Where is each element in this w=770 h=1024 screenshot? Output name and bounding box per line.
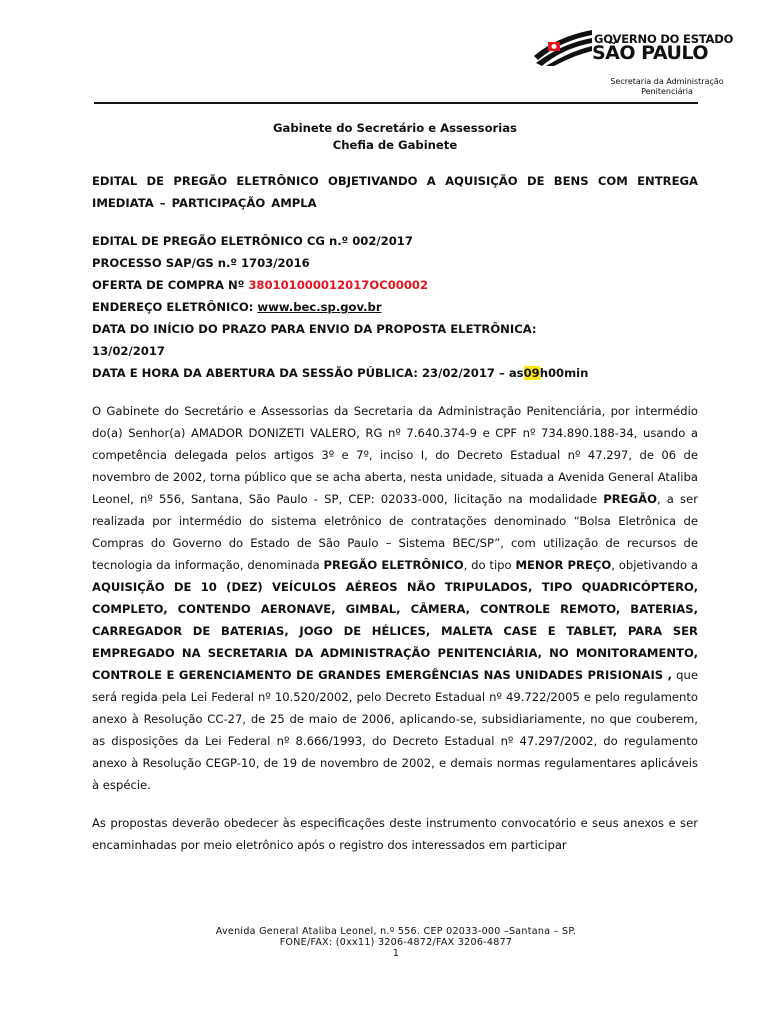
paragraph-main-bold-1: PREGÃO	[603, 492, 657, 506]
paragraph-main-text-3: , do tipo	[463, 558, 512, 572]
abertura-label: DATA E HORA DA ABERTURA DA SESSÃO PÚBLICA:	[92, 366, 418, 380]
paragraph-main-text-5: que será regida pela Lei Federal nº 10.520/2002, pelo Decreto Estadual nº 49.722/2005 e pelo regulamento anexo à Resolução CC-27, de 25 de maio de 2006, aplicando-se, subsidiariamente, no que couberem, as disposições da Lei Federal nº 8.666/1993, do Decreto Estadual nº 47.297/2002, do regulamento anexo à Resolução CEGP-10, de 19 de novembro de 2002, e demais normas regulamentares aplicáveis à espécie.	[92, 668, 698, 792]
heading-gabinete: Gabinete do Secretário e Assessorias	[273, 121, 517, 135]
abertura-hour-highlight: 09	[523, 366, 540, 380]
logo-text-governo: GOVERNO DO ESTADO	[594, 32, 734, 46]
logo-text-sao-paulo: SÃO PAULO	[592, 42, 708, 64]
edital-info-block	[92, 230, 698, 384]
footer-phone: FONE/FAX: (0xx11) 3206-4872/FAX 3206-4877	[279, 937, 513, 948]
edital-title: EDITAL DE PREGÃO ELETRÔNICO OBJETIVANDO A AQUISIÇÃO DE BENS COM ENTREGA IMEDIATA – PARTICIPAÇÃO AMPLA	[92, 174, 698, 210]
logo-text-secretaria: Secretaria da Administração Penitenciária	[610, 77, 724, 96]
paragraph-main	[92, 400, 698, 796]
government-logo	[532, 18, 736, 100]
paragraph-main-bold-2: PREGÃO ELETRÔNICO	[323, 558, 464, 572]
processo-number: PROCESSO SAP/GS n.º 1703/2016	[92, 256, 310, 270]
edital-number: EDITAL DE PREGÃO ELETRÔNICO CG n.º 002/2017	[92, 234, 413, 248]
endereco-label: ENDEREÇO ELETRÔNICO:	[92, 300, 254, 314]
oferta-value: 380101000012017OC00002	[248, 278, 429, 292]
page-footer	[94, 926, 698, 959]
paragraph-main-bold-4: AQUISIÇÃO DE 10 (DEZ) VEÍCULOS AÉREOS NÃO TRIPULADOS, TIPO QUADRICÓPTERO, COMPLETO, CONTENDO AERONAVE, GIMBAL, CÂMERA, CONTROLE REMOTO, BATERIAS, CARREGADOR DE BATERIAS, JOGO DE HÉLICES, MALETA CASE E TABLET, PARA SER EMPREGADO NA SECRETARIA DA ADMINISTRAÇÃO PENITENCIÁRIA, NO MONITORAMENTO, CONTROLE E GERENCIAMENTO DE GRANDES EMERGÊNCIAS NAS UNIDADES PRISIONAIS ,	[92, 580, 698, 682]
oferta-line	[92, 274, 698, 296]
paragraph-propostas: As propostas deverão obedecer às especificações deste instrumento convocatório e seus anexos e ser encaminhadas por meio eletrônico após o registro dos interessados em participar	[92, 816, 698, 852]
document-body	[92, 120, 698, 856]
endereco-line	[92, 296, 698, 318]
endereco-link[interactable]: www.bec.sp.gov.br	[257, 300, 382, 314]
page-number: 1	[392, 948, 400, 959]
paragraph-main-text-2: , a ser realizada por intermédio do sistema eletrônico de contratações denominado “Bolsa Eletrônica de Compras do Governo do Estado de São Paulo – Sistema BEC/SP”, com utilização de recursos de tecnologia da informação, denominada	[92, 492, 698, 572]
oferta-label: OFERTA DE COMPRA Nº	[92, 278, 245, 292]
paragraph-main-text-4: , objetivando a	[611, 558, 699, 572]
abertura-date: 23/02/2017 – as	[421, 366, 524, 380]
abertura-hour-rest: h00min	[539, 366, 589, 380]
paragraph-main-bold-3: MENOR PREÇO	[515, 558, 612, 572]
footer-address: Avenida General Ataliba Leonel, n.º 556. CEP 02033-000 –Santana – SP.	[215, 926, 577, 937]
paragraph-main-text-1: O Gabinete do Secretário e Assessorias da Secretaria da Administração Penitenciária, por intermédio do(a) Senhor(a) AMADOR DONIZETI VALERO, RG nº 7.640.374-9 e CPF nº 734.890.188-34, usando a competência delegada pelos artigos 3º e 7º, inciso I, do Decreto Estadual nº 47.297, de 06 de novembro de 2002, torna público que se acha aberta, nesta unidade, situada a Avenida General Ataliba Leonel, nº 556, Santana, São Paulo - SP, CEP: 02033-000, licitação na modalidade	[92, 404, 698, 506]
abertura-line	[92, 362, 698, 384]
heading-chefia: Chefia de Gabinete	[332, 138, 458, 152]
sao-paulo-flag-logo-icon	[532, 26, 596, 66]
data-inicio-value: 13/02/2017	[92, 344, 166, 358]
header-divider	[94, 102, 698, 104]
data-inicio-label: DATA DO INÍCIO DO PRAZO PARA ENVIO DA PROPOSTA ELETRÔNICA:	[92, 322, 537, 336]
